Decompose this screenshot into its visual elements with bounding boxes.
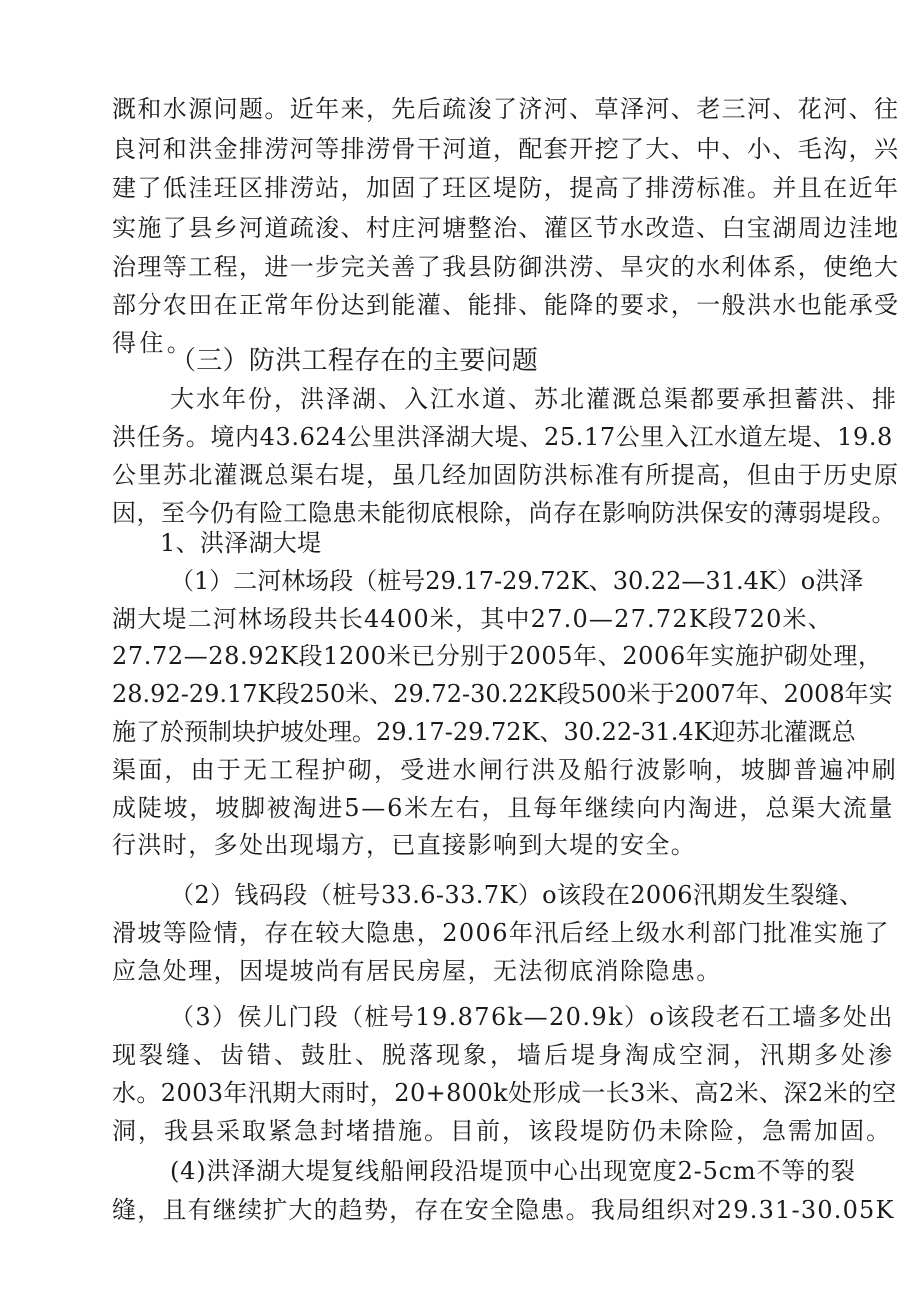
text-line: 施了於预制块护坡处理。29.17-29.72K、30.22-31.4K迎苏北灌溉总 bbox=[112, 718, 856, 746]
text-line: 缝，且有继续扩大的趋势，存在安全隐患。我局组织对29.31-30.05K bbox=[112, 1196, 895, 1224]
text-line: 实施了县乡河道疏浚、村庄河塘整治、灌区节水改造、白宝湖周边洼地 bbox=[112, 214, 900, 242]
text-line: 水。2003年汛期大雨时，20+800k处形成一长3米、高2米、深2米的空 bbox=[112, 1079, 897, 1107]
text-line: 良河和洪金排涝河等排涝骨干河道，配套开挖了大、中、小、毛沟，兴 bbox=[112, 135, 900, 163]
section-heading: （三）防洪工程存在的主要问题 bbox=[170, 346, 539, 376]
text-line: 公里苏北灌溉总渠右堤，虽几经加固防洪标准有所提高，但由于历史原 bbox=[112, 461, 900, 489]
text-line: 部分农田在正常年份达到能灌、能排、能降的要求，一般洪水也能承受 bbox=[112, 291, 900, 319]
subsection-heading: 1、洪泽湖大堤 bbox=[160, 529, 322, 557]
text-line: 得住。 bbox=[112, 329, 195, 357]
text-line: 溉和水源问题。近年来，先后疏浚了济河、草泽河、老三河、花河、往 bbox=[112, 95, 900, 123]
text-line: 27.72—28.92K段1200米已分别于2005年、2006年实施护砌处理， bbox=[112, 642, 883, 670]
text-line: 滑坡等险情，存在较大隐患，2006年汛后经上级水利部门批准实施了 bbox=[112, 919, 890, 947]
text-line: 现裂缝、齿错、鼓肚、脱落现象，墙后堤身淘成空洞，汛期多处渗 bbox=[112, 1041, 895, 1069]
text-line: 成陡坡，坡脚被淘进5—6米左右，且每年继续向内淘进，总渠大流量 bbox=[112, 794, 895, 822]
text-line: 治理等工程，进一步完关善了我县防御洪涝、旱灾的水利体系，使绝大 bbox=[112, 253, 900, 281]
text-line: 洞，我县采取紧急封堵措施。目前，该段堤防仍未除险，急需加固。 bbox=[112, 1117, 892, 1145]
text-line: （2）钱码段（桩号33.6-33.7K）o该段在2006汛期发生裂缝、 bbox=[170, 881, 864, 909]
text-line: (4)洪泽湖大堤复线船闸段沿堤顶中心出现宽度2-5cm不等的裂 bbox=[170, 1157, 856, 1185]
text-line: 渠面，由于无工程护砌，受进水闸行洪及船行波影响，坡脚普遍冲刷 bbox=[112, 756, 898, 784]
text-line: （3）侯儿门段（桩号19.876k—20.9k）o该段老石工墙多处出 bbox=[170, 1003, 894, 1031]
text-line: 洪任务。境内43.624公里洪泽湖大堤、25.17公里入江水道左堤、19.8 bbox=[112, 423, 893, 451]
text-line: （1）二河林场段（桩号29.17-29.72K、30.22—31.4K）o洪泽 bbox=[170, 567, 864, 595]
text-line: 28.92-29.17K段250米、29.72-30.22K段500米于2007年、2008年实 bbox=[112, 680, 893, 708]
text-line: 行洪时，多处出现塌方，已直接影响到大堤的安全。 bbox=[112, 831, 697, 859]
text-line: 大水年份，洪泽湖、入江水道、苏北灌溉总渠都要承担蓄洪、排 bbox=[170, 385, 898, 413]
text-line: 建了低洼玨区排涝站，加固了玨区堤防，提高了排涝标准。并且在近年 bbox=[112, 174, 900, 202]
text-line: 湖大堤二河林场段共长4400米，其中27.0—27.72K段720米、 bbox=[112, 605, 833, 633]
text-line: 应急处理，因堤坡尚有居民房屋，无法彻底消除隐患。 bbox=[112, 957, 722, 985]
text-line: 因，至今仍有险工隐患未能彻底根除，尚存在影响防洪保安的薄弱堤段。 bbox=[112, 499, 896, 527]
